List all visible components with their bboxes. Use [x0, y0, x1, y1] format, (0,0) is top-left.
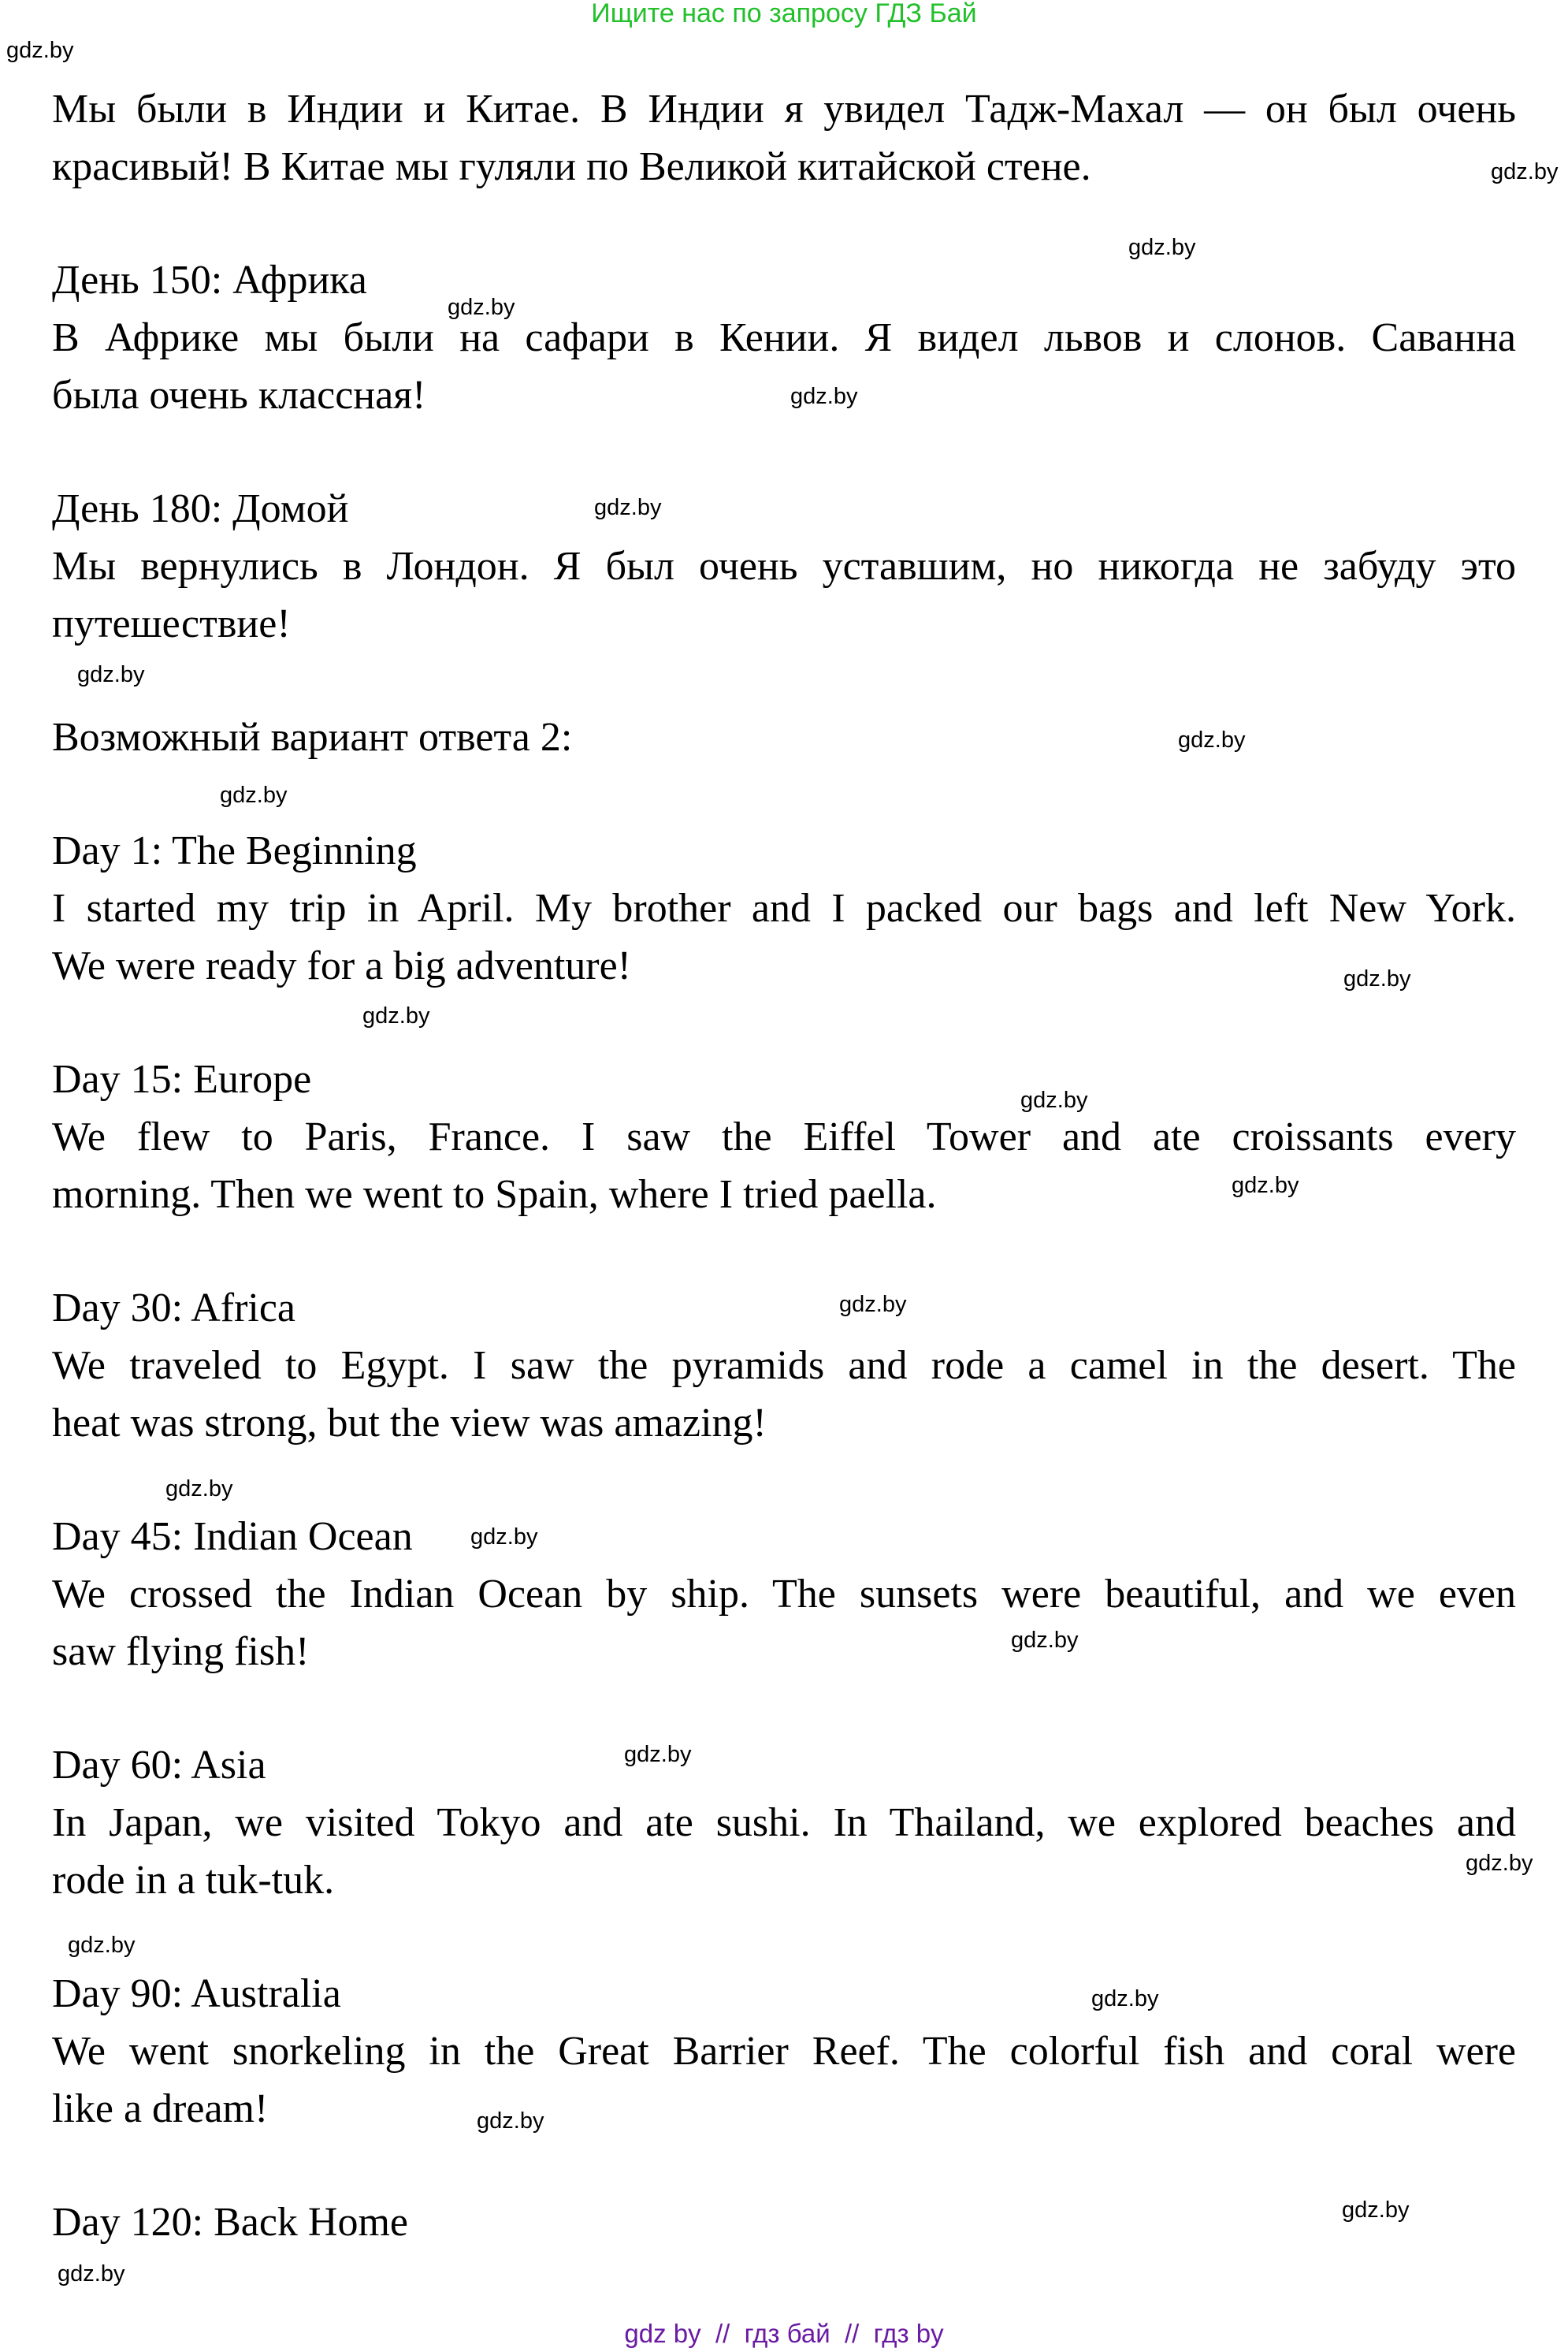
text-line: heat was strong, but the view was amazing! [52, 1401, 767, 1446]
section-heading: День 150: Африка [52, 258, 367, 303]
section-heading: Day 1: The Beginning [52, 828, 417, 873]
text-line: In Japan, we visited Tokyo and ate sushi. In Thailand, we explored beaches and [52, 1800, 1516, 1845]
watermark: gdz.by [1232, 1173, 1299, 1198]
watermark: gdz.by [6, 38, 74, 63]
watermark: gdz.by [1491, 159, 1559, 184]
watermark: gdz.by [470, 1524, 538, 1550]
watermark: gdz.by [477, 2108, 544, 2134]
text-line: rode in a tuk-tuk. [52, 1858, 335, 1903]
text-line: Мы были в Индии и Китае. В Индии я увидел Тадж-Махал — он был очень [52, 87, 1516, 132]
watermark: gdz.by [220, 783, 288, 808]
text-line: We flew to Paris, France. I saw the Eiffel Tower and ate croissants every [52, 1114, 1516, 1159]
text-line: We were ready for a big adventure! [52, 943, 631, 988]
watermark: gdz.by [1091, 1986, 1159, 2011]
text-line: morning. Then we went to Spain, where I tried paella. [52, 1172, 937, 1217]
text-line: была очень классная! [52, 373, 426, 418]
text-line: путешествие! [52, 601, 291, 646]
text-line: Мы вернулись в Лондон. Я был очень уставшим, но никогда не забуду это [52, 544, 1516, 589]
watermark: gdz.by [1342, 2197, 1410, 2223]
text-line: like a dream! [52, 2086, 269, 2131]
text-line: красивый! В Китае мы гуляли по Великой китайской стене. [52, 144, 1091, 189]
watermark: gdz.by [1178, 727, 1246, 753]
text-line: saw flying fish! [52, 1629, 310, 1674]
section-heading: Day 45: Indian Ocean [52, 1514, 413, 1559]
section-heading: Day 120: Back Home [52, 2200, 409, 2245]
text-line: We traveled to Egypt. I saw the pyramids and rode a camel in the desert. The [52, 1343, 1516, 1388]
watermark: gdz.by [594, 495, 662, 520]
section-heading: Возможный вариант ответа 2: [52, 715, 573, 760]
watermark: gdz.by [165, 1476, 233, 1501]
watermark: gdz.by [1011, 1628, 1079, 1653]
watermark: gdz.by [1466, 1851, 1533, 1876]
text-line: I started my trip in April. My brother and I packed our bags and left New York. [52, 886, 1516, 931]
watermark: gdz.by [68, 1933, 136, 1958]
watermark: gdz.by [790, 384, 858, 409]
section-heading: Day 90: Australia [52, 1971, 341, 2016]
search-hint-link[interactable]: Ищите нас по запросу ГДЗ Бай [591, 0, 977, 28]
watermark: gdz.by [624, 1742, 692, 1767]
watermark: gdz.by [1020, 1088, 1088, 1113]
watermark: gdz.by [448, 295, 515, 320]
section-heading: Day 30: Africa [52, 1286, 296, 1330]
section-heading: Day 60: Asia [52, 1743, 266, 1788]
watermark: gdz.by [839, 1292, 907, 1317]
watermark: gdz.by [362, 1003, 430, 1029]
watermark: gdz.by [1128, 235, 1196, 260]
text-line: We crossed the Indian Ocean by ship. The sunsets were beautiful, and we even [52, 1572, 1516, 1617]
watermark: gdz.by [77, 662, 145, 687]
footer-links[interactable]: gdz by // гдз бай // гдз by [624, 2319, 944, 2348]
section-heading: День 180: Домой [52, 486, 349, 531]
section-heading: Day 15: Europe [52, 1057, 312, 1102]
text-line: We went snorkeling in the Great Barrier Reef. The colorful fish and coral were [52, 2029, 1516, 2074]
watermark: gdz.by [58, 2261, 125, 2287]
watermark: gdz.by [1343, 966, 1411, 992]
text-line: В Африке мы были на сафари в Кении. Я видел львов и слонов. Саванна [52, 315, 1516, 360]
